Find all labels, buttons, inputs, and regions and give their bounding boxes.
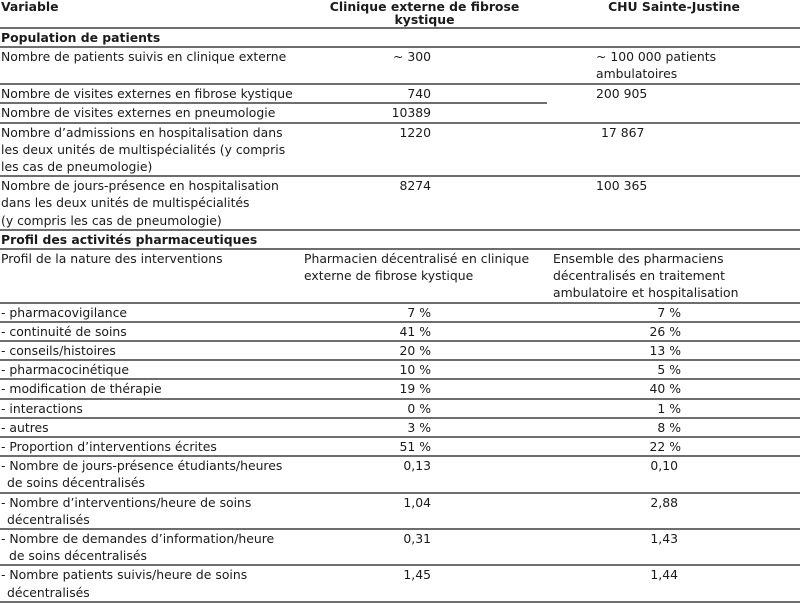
cell-clinique: 0,31 — [403, 531, 431, 547]
cell-chu: 8 % — [657, 419, 681, 435]
row-label: - continuité de soins — [1, 323, 127, 339]
cell-clinique: 740 — [407, 86, 431, 102]
cell-clinique: 10389 — [391, 105, 431, 121]
row-label: - conseils/histoires — [1, 343, 116, 359]
cell-clinique: 7 % — [407, 304, 431, 320]
subheader-clinique: Pharmacien décentralisé en clinique externe de fibrose kystique — [304, 251, 530, 284]
header-chu: CHU Sainte-Justine — [608, 0, 740, 14]
row-label: Nombre d’admissions en hospitalisation dans les deux unités de multispécialités (y compris les cas de pneumologie) — [1, 124, 286, 175]
cell-chu: 7 % — [657, 304, 681, 320]
subheader-label: Profil de la nature des interventions — [1, 251, 223, 267]
table-row — [0, 493, 800, 529]
cell-chu: 26 % — [649, 323, 681, 339]
row-label — [0, 529, 301, 565]
cell-chu: 5 % — [657, 362, 681, 378]
table-header-row — [0, 0, 800, 28]
row-label-line: de soins décentralisés — [9, 548, 147, 564]
table-row — [0, 303, 800, 322]
header-clinique: Clinique externe de fibrose kystique — [329, 0, 520, 27]
row-label — [0, 493, 301, 529]
cell-clinique: 20 % — [399, 343, 431, 359]
table-row — [0, 379, 800, 398]
section-title: Population de patients — [1, 30, 161, 45]
subheader-chu: Ensemble des pharmaciens décentralisés en traitement ambulatoire et hospitalisation — [553, 251, 739, 301]
cell-clinique: 0,13 — [403, 458, 431, 474]
cell-chu: 100 365 — [596, 178, 648, 194]
cell-chu: 40 % — [649, 381, 681, 397]
cell-chu: 0,10 — [650, 458, 678, 474]
section-header-profil — [0, 230, 800, 249]
cell-chu: 17 867 — [601, 124, 645, 140]
table-row — [0, 322, 800, 341]
row-label-line: dans les deux unités de multispécialités — [1, 195, 250, 211]
row-label: - interactions — [1, 400, 83, 416]
cell-clinique: 1220 — [399, 124, 431, 140]
cell-chu: 13 % — [649, 343, 681, 359]
table-row — [0, 437, 800, 456]
table-row — [0, 418, 800, 437]
table-row — [0, 47, 800, 84]
row-label: - pharmacovigilance — [1, 304, 128, 320]
cell-clinique: 3 % — [407, 419, 431, 435]
subheader-row — [0, 249, 800, 303]
table-row — [0, 360, 800, 379]
row-label: - Proportion d’interventions écrites — [1, 439, 217, 455]
row-label: Nombre de visites externes en pneumologie — [1, 105, 276, 121]
row-label: - autres — [1, 419, 49, 435]
row-label-line: - Nombre patients suivis/heure de soins — [1, 567, 248, 583]
row-label — [0, 565, 301, 601]
row-label — [0, 176, 301, 230]
row-label: Nombre de visites externes en fibrose kystique — [0, 84, 301, 103]
row-label-line: (y compris les cas de pneumologie) — [1, 212, 222, 228]
cell-clinique: 8274 — [399, 178, 431, 194]
cell-clinique: 19 % — [399, 381, 431, 397]
cell-chu: 2,88 — [650, 494, 678, 510]
cell-clinique: 1,45 — [403, 567, 431, 583]
row-label-line: décentralisés — [7, 511, 90, 527]
cell-chu: ~ 100 000 patients ambulatoires — [596, 49, 717, 82]
table-row — [0, 529, 800, 565]
row-label: - modification de thérapie — [1, 381, 162, 397]
cell-chu: 200 905 — [596, 86, 648, 102]
row-label-line: de soins décentralisés — [7, 475, 145, 491]
cell-clinique: 41 % — [399, 323, 431, 339]
row-label-line: - Nombre de jours-présence étudiants/heures — [1, 458, 283, 474]
cell-chu: 1,44 — [650, 567, 678, 583]
row-label: - pharmacocinétique — [1, 362, 130, 378]
cell-clinique: ~ 300 — [393, 49, 431, 65]
table-row — [0, 176, 800, 230]
row-label-line: décentralisés — [7, 584, 90, 600]
row-label-line: - Nombre d’interventions/heure de soins — [1, 494, 252, 510]
table-row — [0, 456, 800, 492]
cell-clinique: 1,04 — [403, 494, 431, 510]
section-header-population — [0, 28, 800, 47]
cell-chu: 22 % — [649, 439, 681, 455]
row-label: Nombre de patients suivis en clinique externe — [1, 49, 287, 65]
row-label-line: - Nombre de demandes d’information/heure — [1, 531, 275, 547]
row-label — [0, 456, 301, 492]
table-row — [0, 565, 800, 601]
table-row — [0, 341, 800, 360]
section-title: Profil des activités pharmaceutiques — [1, 231, 258, 247]
cell-clinique: 0 % — [407, 400, 431, 416]
cell-clinique: 51 % — [399, 439, 431, 455]
table-row — [0, 84, 800, 103]
cell-chu: 1,43 — [650, 531, 678, 547]
header-variable: Variable — [1, 0, 59, 14]
table-row — [0, 399, 800, 418]
cell-chu: 1 % — [657, 400, 681, 416]
row-label-line: Nombre de jours-présence en hospitalisation — [1, 178, 279, 194]
cell-clinique: 10 % — [399, 362, 431, 378]
table-row — [0, 123, 800, 177]
